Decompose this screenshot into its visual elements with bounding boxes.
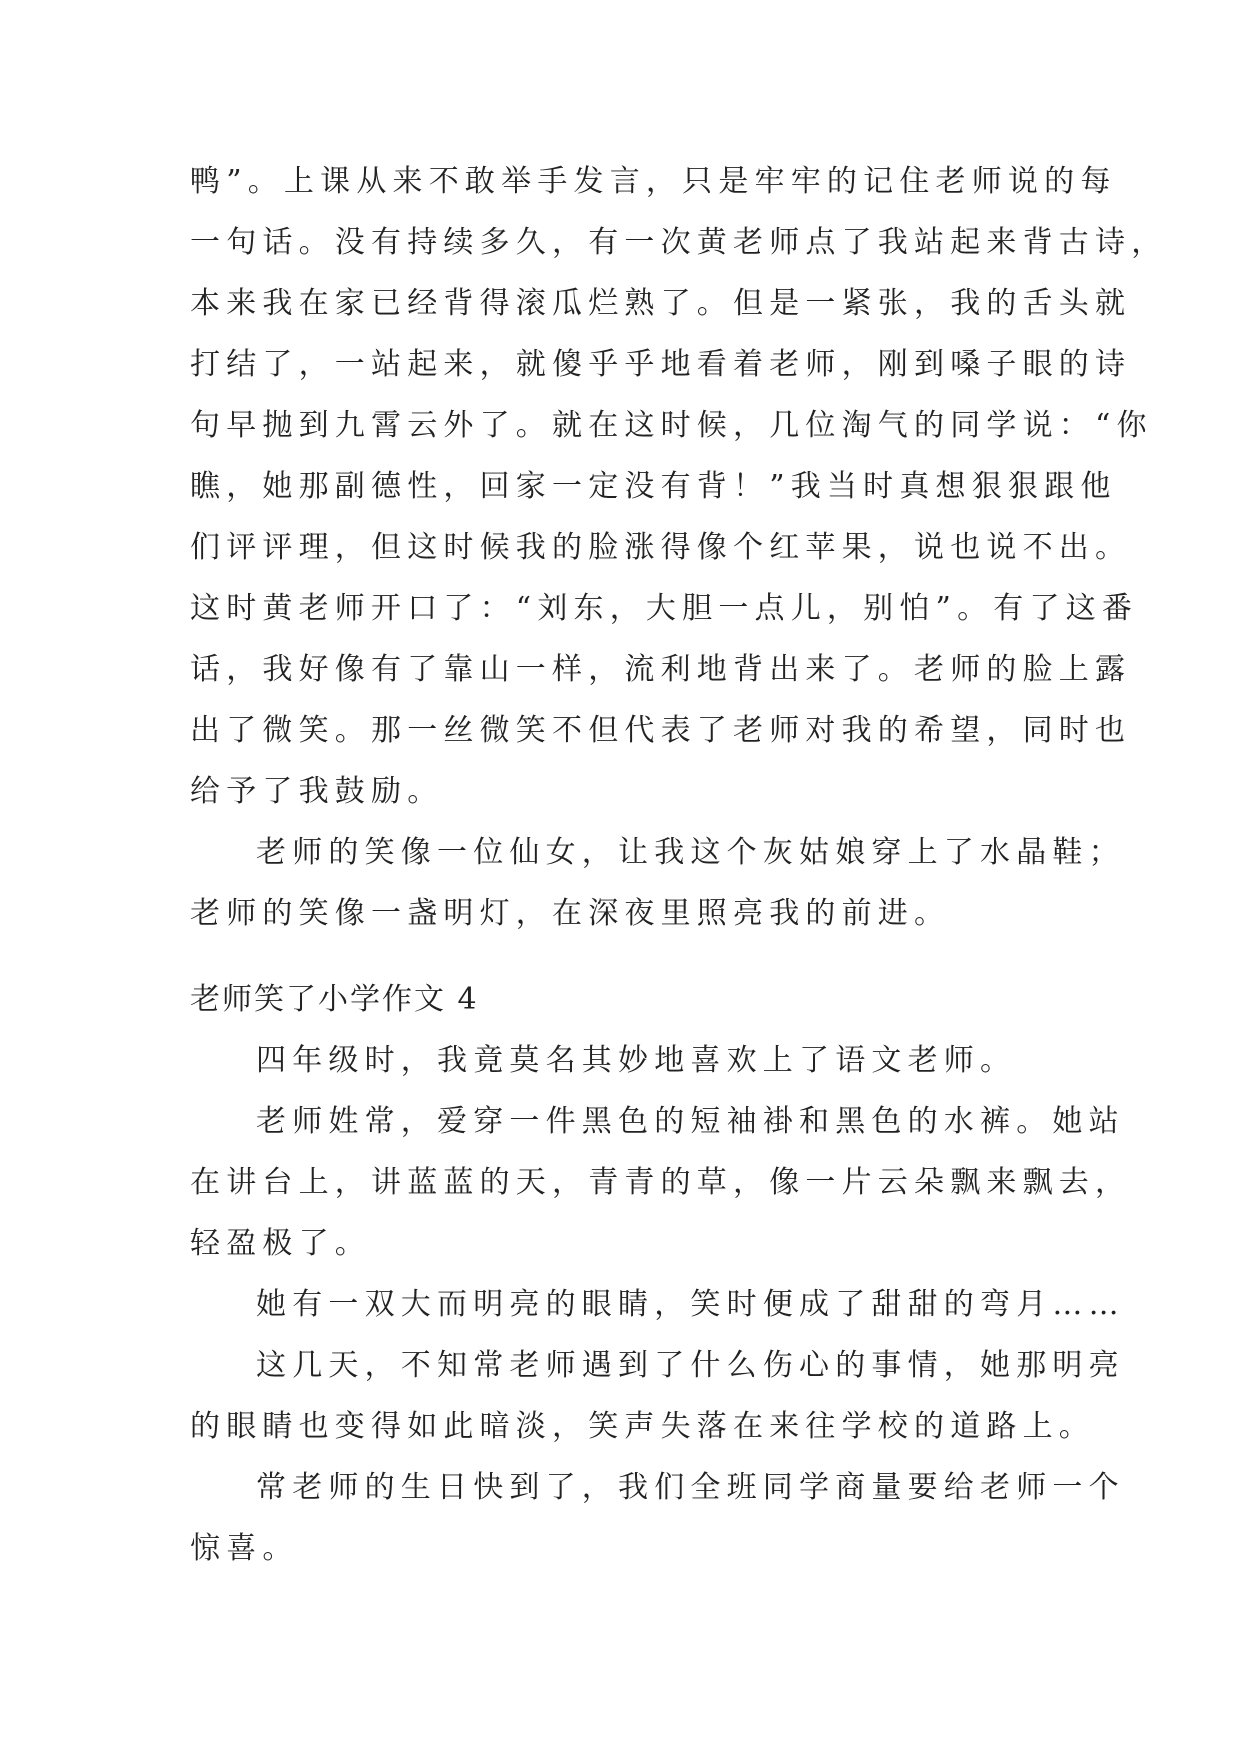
text-line: 老师姓常，爱穿一件黑色的短袖褂和黑色的水裤。她站 [256, 1104, 1125, 1139]
text-line: 本来我在家已经背得滚瓜烂熟了。但是一紧张，我的舌头就 [190, 286, 1132, 321]
text-line: 她有一双大而明亮的眼睛，笑时便成了甜甜的弯月…… [256, 1287, 1125, 1322]
text-line: 话，我好像有了靠山一样，流利地背出来了。老师的脸上露 [190, 652, 1132, 687]
text-line: 惊喜。 [190, 1531, 299, 1566]
text-line: 的眼睛也变得如此暗淡，笑声失落在来往学校的道路上。 [190, 1409, 1095, 1444]
text-line: 句早抛到九霄云外了。就在这时候，几位淘气的同学说：“你 [190, 408, 1153, 443]
essay-title: 老师笑了小学作文 4 [190, 982, 479, 1017]
text-line: 出了微笑。那一丝微笑不但代表了老师对我的希望，同时也 [190, 713, 1132, 748]
text-line: 四年级时，我竟莫名其妙地喜欢上了语文老师。 [256, 1043, 1017, 1078]
text-line: 在讲台上，讲蓝蓝的天，青青的草，像一片云朵飘来飘去， [190, 1165, 1132, 1200]
text-line: 鸭”。上课从来不敢举手发言，只是牢牢的记住老师说的每 [190, 164, 1117, 199]
text-line: 轻盈极了。 [190, 1226, 371, 1261]
text-line: 这几天，不知常老师遇到了什么伤心的事情，她那明亮 [256, 1348, 1125, 1383]
closing-line: 老师的笑像一位仙女，让我这个灰姑娘穿上了水晶鞋； [256, 835, 1125, 870]
text-line: 一句话。没有持续多久，有一次黄老师点了我站起来背古诗， [190, 225, 1168, 260]
text-line: 瞧，她那副德性，回家一定没有背！”我当时真想狠狠跟他 [190, 469, 1117, 504]
text-line: 常老师的生日快到了，我们全班同学商量要给老师一个 [256, 1470, 1125, 1505]
text-line: 们评评理，但这时候我的脸涨得像个红苹果，说也说不出。 [190, 530, 1132, 565]
text-line: 给予了我鼓励。 [190, 774, 444, 809]
closing-line: 老师的笑像一盏明灯，在深夜里照亮我的前进。 [190, 896, 951, 931]
text-line: 打结了，一站起来，就傻乎乎地看着老师，刚到嗓子眼的诗 [190, 347, 1132, 382]
text-line: 这时黄老师开口了：“刘东，大胆一点儿，别怕”。有了这番 [190, 591, 1139, 626]
